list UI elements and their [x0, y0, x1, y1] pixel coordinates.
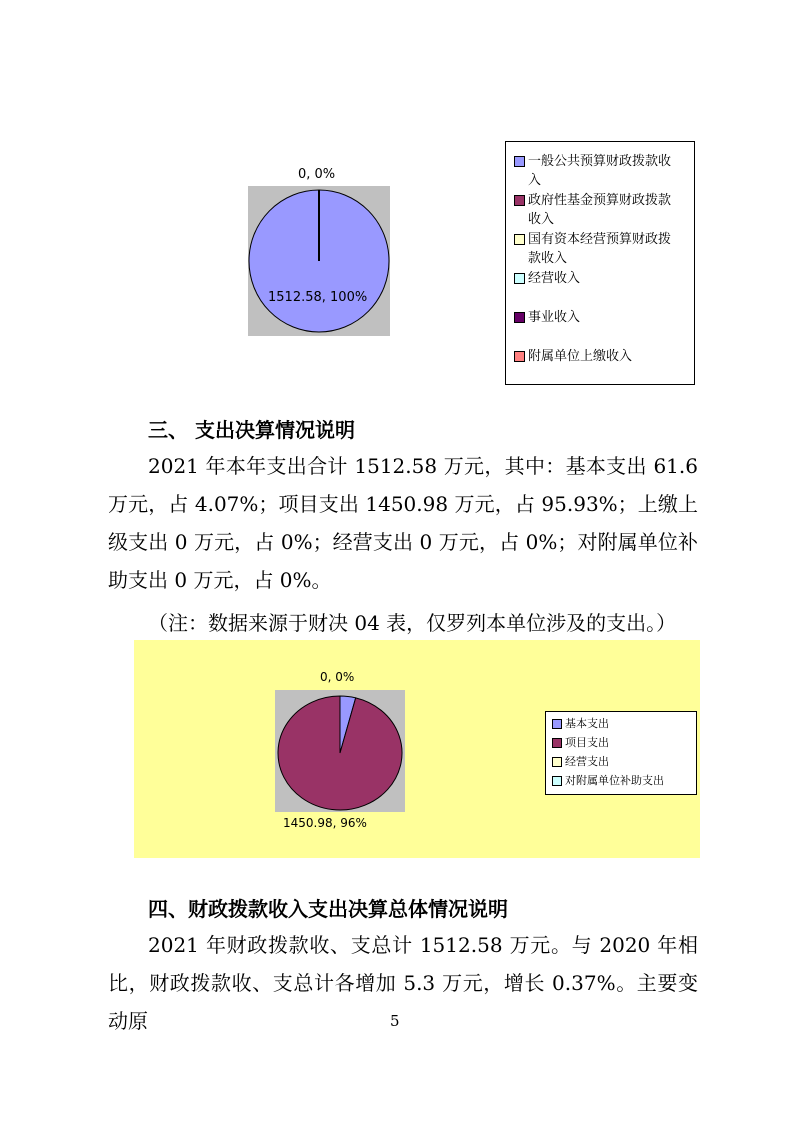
income-legend-label-6: 附属单位上缴收入	[528, 349, 633, 364]
income-legend-item-3	[514, 230, 671, 268]
expense-legend-swatch-2	[552, 738, 562, 748]
income-legend-swatch-3	[514, 234, 525, 245]
income-label-main: 1512.58, 100%	[268, 290, 368, 305]
income-legend-swatch-5	[514, 312, 525, 323]
section3-heading: 三、 支出决算情况说明	[148, 418, 355, 442]
income-legend-item-4	[514, 269, 580, 288]
expense-legend-item-3	[552, 754, 609, 769]
expense-legend-label-1: 基本支出	[565, 717, 609, 730]
income-legend-item-2	[514, 191, 671, 229]
section4-paragraph: 2021 年财政拨款收、支总计 1512.58 万元。与 2020 年相比，财政拨款收、支总计各增加 5.3 万元，增长 0.37%。主要变动原	[108, 933, 698, 1033]
income-legend-swatch-2	[514, 195, 525, 206]
expense-legend-item-2	[552, 735, 609, 750]
expense-legend-swatch-1	[552, 719, 562, 729]
expense-legend	[545, 711, 697, 795]
income-legend-swatch-4	[514, 273, 525, 284]
expense-legend-item-4	[552, 773, 664, 788]
income-legend-label-2: 政府性基金预算财政拨款 收入	[528, 193, 672, 227]
expense-pie	[275, 690, 405, 812]
income-legend-item-5	[514, 308, 580, 327]
income-legend-label-4: 经营收入	[528, 271, 581, 286]
section3-note: （注：数据来源于财决 04 表，仅罗列本单位涉及的支出。）	[148, 611, 677, 635]
income-legend-label-5: 事业收入	[528, 310, 581, 325]
income-label-zero: 0, 0%	[298, 167, 336, 182]
income-legend-item-6	[514, 347, 632, 366]
expense-legend-label-3: 经营支出	[565, 755, 609, 768]
income-legend	[505, 141, 695, 385]
income-legend-label-3: 国有资本经营预算财政拨 款收入	[528, 232, 672, 266]
expense-pie-slice-2	[278, 696, 402, 810]
expense-legend-label-4: 对附属单位补助支出	[565, 774, 664, 787]
expense-chart	[134, 640, 700, 858]
section4-heading: 四、财政拨款收入支出决算总体情况说明	[148, 897, 508, 921]
income-legend-item-1	[514, 152, 671, 190]
income-legend-label-1: 一般公共预算财政拨款收 入	[528, 154, 672, 188]
expense-label-main: 1450.98, 96%	[283, 816, 367, 830]
income-legend-swatch-1	[514, 156, 525, 167]
page-number: 5	[390, 1012, 400, 1030]
section3-paragraph: 2021 年本年支出合计 1512.58 万元，其中：基本支出 61.6 万元，占 4.07%；项目支出 1450.98 万元，占 95.93%；上缴上级支出 0 万元，占 0%；经营支出 0 万元，占 0%；对附属单位补助支出 0 万元，占 0%。	[108, 454, 698, 592]
income-legend-swatch-6	[514, 351, 525, 362]
income-pie	[248, 186, 390, 336]
expense-legend-label-2: 项目支出	[565, 736, 609, 749]
expense-legend-item-1	[552, 716, 609, 731]
expense-legend-swatch-4	[552, 776, 562, 786]
expense-label-zero: 0, 0%	[320, 670, 355, 684]
expense-legend-swatch-3	[552, 757, 562, 767]
